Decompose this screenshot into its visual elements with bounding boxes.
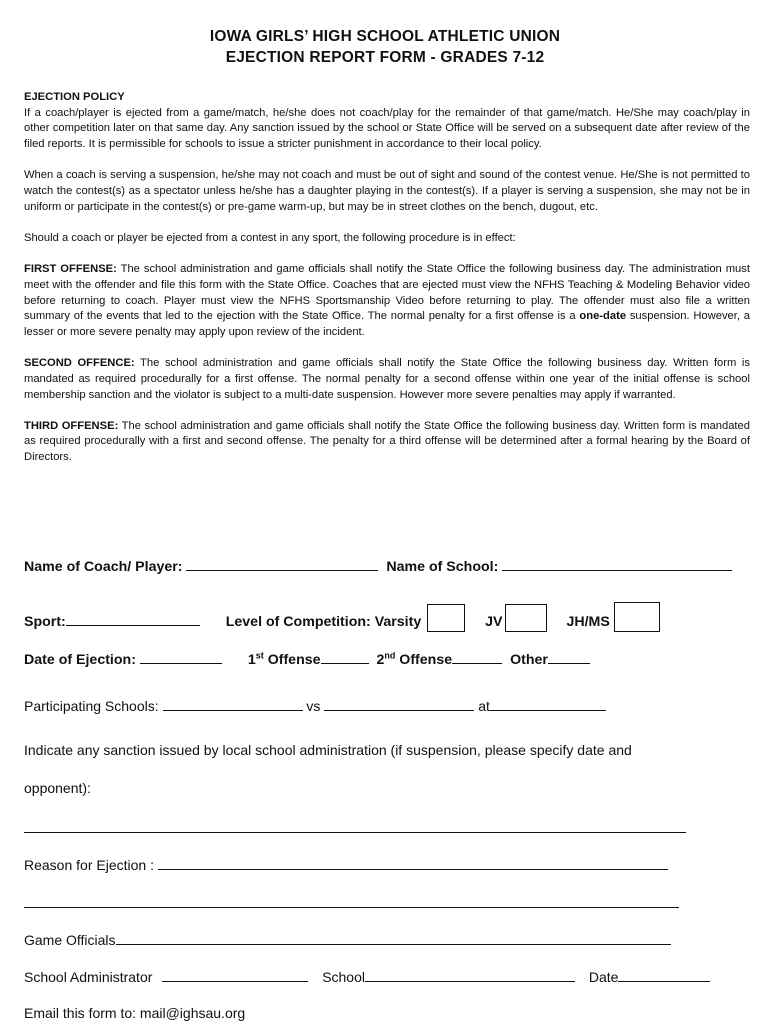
first-offense-label: FIRST OFFENSE: <box>24 263 117 276</box>
level-label: Level of Competition: Varsity <box>225 614 426 630</box>
vs-label: vs <box>302 698 325 714</box>
sanction-line-1: Indicate any sanction issued by local school administration (if suspension, please specify date and <box>24 742 632 758</box>
second-offense-option: 2nd Offense <box>376 650 453 668</box>
jhms-label: JH/MS <box>566 614 614 630</box>
school-name-field[interactable] <box>502 556 732 571</box>
coach-player-label: Name of Coach/ Player: <box>24 559 187 575</box>
policy-paragraph-1: If a coach/player is ejected from a game/match, he/she does not coach/play for the remainder of that game/match. He/She may coach/play in other competition later on that same day. Any sanction issued by the school or State Office will be served on a subsequent date after review of the filed reports. It is permissible for schools to issue a stricter punishment in accordance to their local policy. <box>24 106 750 151</box>
second-offense-label: SECOND OFFENCE: <box>24 357 135 370</box>
varsity-checkbox[interactable] <box>427 604 465 632</box>
third-offense-label: THIRD OFFENSE: <box>24 419 119 432</box>
sanction-line-2: opponent): <box>24 780 91 796</box>
policy-heading: EJECTION POLICY <box>24 91 125 103</box>
third-offense-paragraph: THIRD OFFENSE: The school administration and game officials shall notify the State Office the following business day. Written form is mandated as required procedurally with a first and second offense. The penalty for a third offense will be determined after a formal hearing by the Board of Directors. <box>24 419 750 464</box>
other-label: Other <box>510 652 548 668</box>
school-administrator-label: School Administrator <box>24 969 157 985</box>
date-signature-label: Date <box>588 969 619 985</box>
policy-paragraph-2: When a coach is serving a suspension, he/she may not coach and must be out of sight and sound of the contest venue. He/She is not permitted to watch the contest(s) as a spectator unless he/she has a daughter playing in the contest(s). If a player is serving a suspension, she may not be in uniform or participate in the contest(s) or pre-game warm-up, but may be in street clothes on the bench, dugout, etc. <box>24 169 750 213</box>
first-offense-field[interactable] <box>321 649 369 664</box>
reason-label: Reason for Ejection : <box>24 857 158 873</box>
reason-row <box>24 855 668 873</box>
ejection-policy <box>24 90 750 481</box>
signature-row <box>24 967 710 985</box>
reason-field[interactable] <box>158 855 668 870</box>
email-instruction: Email this form to: mail@ighsau.org <box>24 1005 246 1021</box>
name-row <box>24 556 732 575</box>
coach-player-field[interactable] <box>186 556 378 571</box>
reason-field-line-2[interactable] <box>24 907 679 908</box>
sport-field[interactable] <box>66 611 200 626</box>
participating-school-1[interactable] <box>163 696 303 711</box>
sport-row <box>24 602 660 632</box>
date-row <box>24 649 590 668</box>
date-ejection-field[interactable] <box>140 649 222 664</box>
second-offense-field[interactable] <box>452 649 502 664</box>
date-ejection-label: Date of Ejection: <box>24 652 140 668</box>
first-offense-paragraph: FIRST OFFENSE: The school administration and game officials shall notify the State Office the following business day. The administration must meet with the offender and file this form with the State Office. Coaches that are ejected must view the NFHS Teaching & Modeling Behavior video before returning to coach. Player must view the NFHS Sportsmanship Video before returning to play. The offender must also file a written summary of the events that led to the ejection with the State Office. The normal penalty for a first offense is a one-date suspension. However, a lesser or more severe penalty may apply upon review of the incident. <box>24 263 750 338</box>
game-officials-label: Game Officials <box>24 932 116 948</box>
participating-label: Participating Schools: <box>24 698 163 714</box>
sport-label: Sport: <box>24 614 66 630</box>
at-label: at <box>474 698 490 714</box>
other-field[interactable] <box>548 649 590 664</box>
sanction-field[interactable] <box>24 832 686 833</box>
school-signature-label: School <box>322 969 365 985</box>
school-administrator-field[interactable] <box>162 967 308 982</box>
school-signature-field[interactable] <box>365 967 575 982</box>
officials-row <box>24 930 671 948</box>
jv-checkbox[interactable] <box>505 604 547 632</box>
participating-row <box>24 696 606 714</box>
first-offense-option: 1st Offense <box>247 650 321 668</box>
game-officials-field[interactable] <box>116 930 671 945</box>
form-title: IOWA GIRLS’ HIGH SCHOOL ATHLETIC UNION <box>209 28 561 45</box>
policy-paragraph-3: Should a coach or player be ejected from a contest in any sport, the following procedure is in effect: <box>24 231 516 244</box>
venue-field[interactable] <box>490 696 606 711</box>
second-offense-paragraph: SECOND OFFENCE: The school administration and game officials shall notify the State Office the following business day. Written form is mandated as required procedurally for a first offense. The normal penalty for a second offense within one year of the initial offense is school membership sanction and the violator is subject to a multi-date suspension. However more severe penalties may apply if warranted. <box>24 357 751 401</box>
form-subtitle: EJECTION REPORT FORM - GRADES 7-12 <box>225 49 545 66</box>
school-name-label: Name of School: <box>386 559 503 575</box>
jhms-checkbox[interactable] <box>614 602 660 632</box>
participating-school-2[interactable] <box>324 696 474 711</box>
jv-label: JV <box>485 614 503 630</box>
date-signature-field[interactable] <box>618 967 710 982</box>
